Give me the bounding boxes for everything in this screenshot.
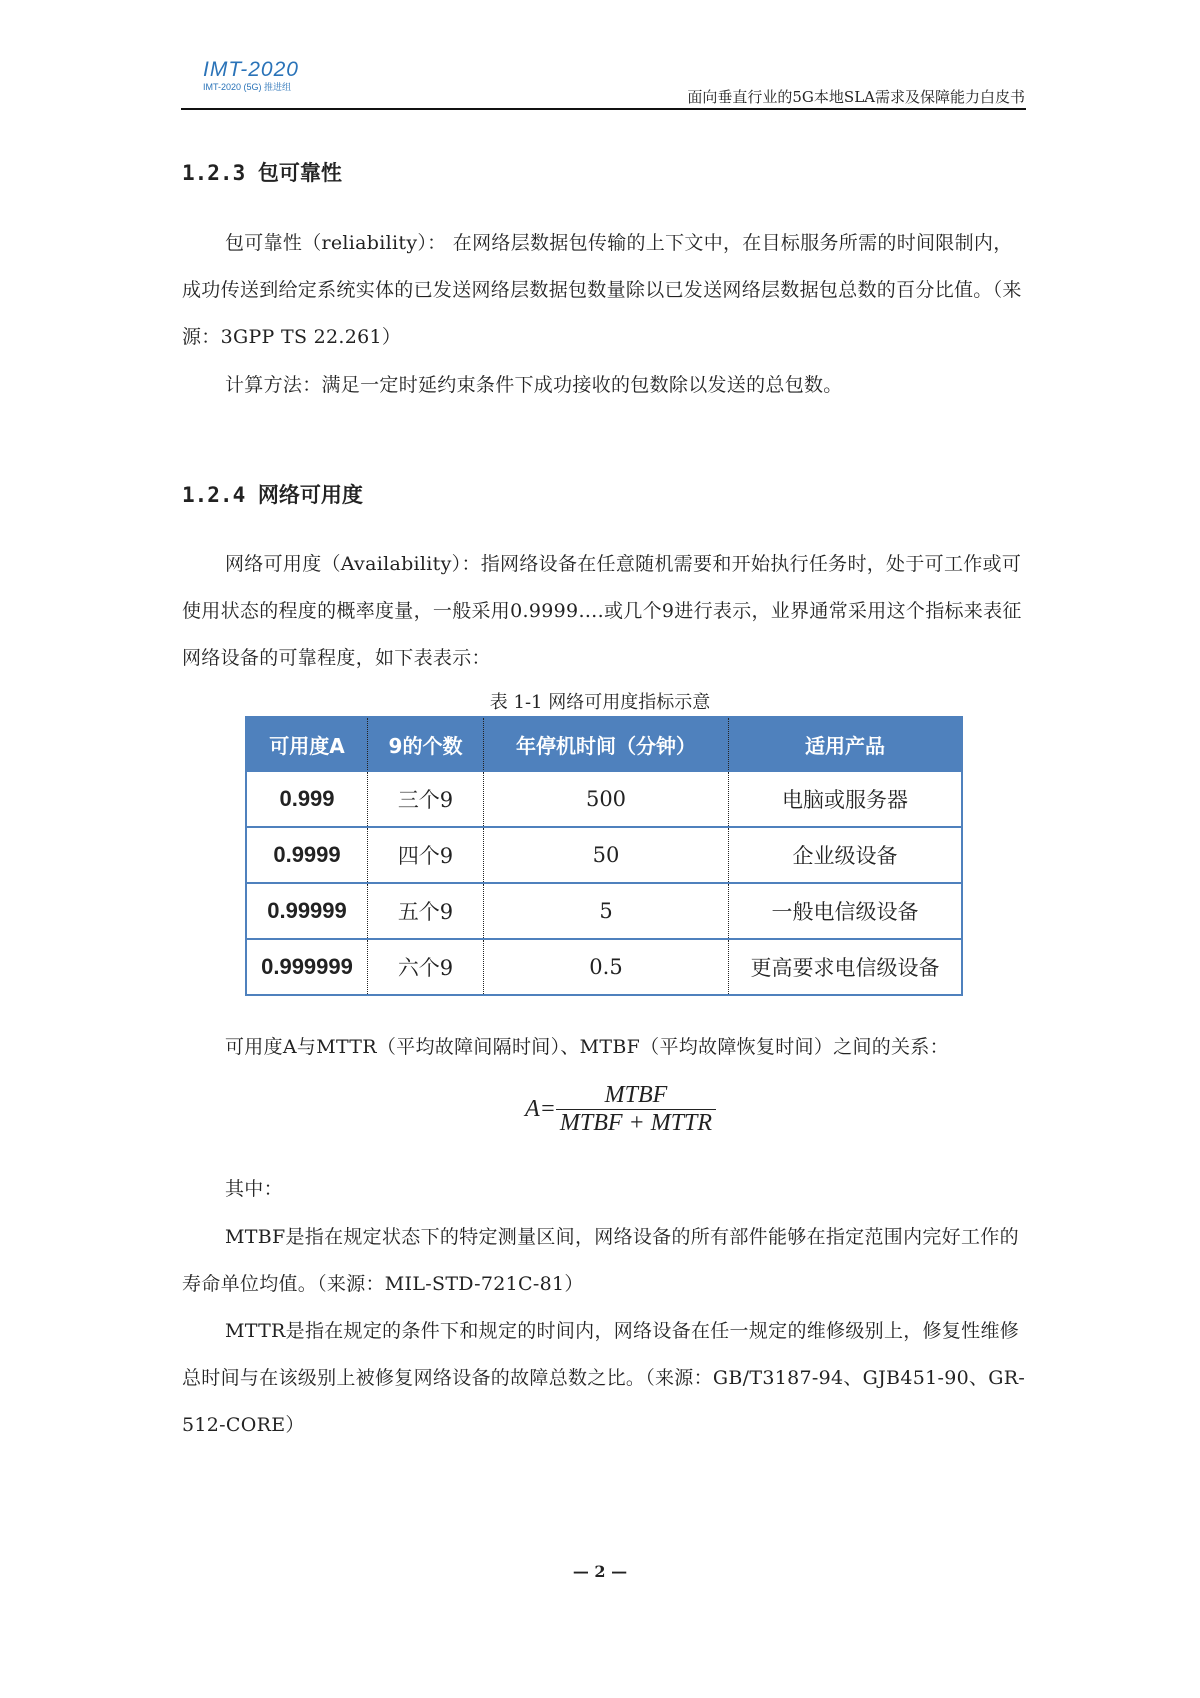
table-cell: 500 <box>484 771 729 827</box>
table-row <box>246 771 962 827</box>
formula-fraction <box>560 1082 712 1137</box>
table-cell: 更高要求电信级设备 <box>729 939 963 995</box>
section-heading-1-2-4: 1.2.4 网络可用度 <box>182 483 363 507</box>
availability-table <box>245 716 963 996</box>
column-header: 年停机时间（分钟） <box>484 717 729 771</box>
paragraph: 包可靠性（reliability）： 在网络层数据包传输的上下文中，在目标服务所需的时间限制内，成功传送到给定系统实体的已发送网络层数据包数量除以已发送网络层数据包总数的百分比值。（来源：3GPP TS 22.261） <box>182 232 1022 348</box>
table-cell: 0.5 <box>484 939 729 995</box>
section-heading-1-2-3: 1.2.3 包可靠性 <box>182 161 342 185</box>
column-header: 适用产品 <box>729 717 963 771</box>
paragraph: MTBF是指在规定状态下的特定测量区间，网络设备的所有部件能够在指定范围内完好工作的寿命单位均值。（来源：MIL-STD-721C-81） <box>182 1226 1019 1295</box>
table-cell: 五个9 <box>368 883 484 939</box>
formula-denominator: MTBF + MTTR <box>559 1110 713 1136</box>
paragraph: MTTR是指在规定的条件下和规定的时间内，网络设备在任一规定的维修级别上，修复性维修总时间与在该级别上被修复网络设备的故障总数之比。（来源：GB/T3187-94、GJB451-90、GR-512-CORE） <box>182 1320 1026 1436</box>
table-row <box>246 827 962 883</box>
availability-formula <box>525 1082 712 1137</box>
paragraph: 可用度A与MTTR（平均故障间隔时间）、MTBF（平均故障恢复时间）之间的关系： <box>225 1036 949 1058</box>
table-cell: 六个9 <box>368 939 484 995</box>
logo-subtitle: IMT-2020 (5G) 推进组 <box>203 82 292 92</box>
table-cell: 0.99999 <box>246 883 368 939</box>
table-cell: 电脑或服务器 <box>729 771 963 827</box>
table-cell: 三个9 <box>368 771 484 827</box>
header-divider <box>181 108 1026 110</box>
paragraph: 网络可用度（Availability）：指网络设备在任意随机需要和开始执行任务时，处于可工作或可使用状态的程度的概率度量，一般采用0.9999….或几个9进行表示，业界通常采用这个指标来表征网络设备的可靠程度，如下表表示： <box>182 553 1022 669</box>
column-header: 9的个数 <box>368 717 484 771</box>
logo <box>203 58 323 93</box>
table-header-row <box>246 717 962 771</box>
table-cell: 一般电信级设备 <box>729 883 963 939</box>
table-cell: 50 <box>484 827 729 883</box>
table-row <box>246 939 962 995</box>
table-cell: 0.999 <box>246 771 368 827</box>
paragraph: 计算方法：满足一定时延约束条件下成功接收的包数除以发送的总包数。 <box>225 374 843 396</box>
table-cell: 四个9 <box>368 827 484 883</box>
table-caption: 表 1-1 网络可用度指标示意 <box>489 692 711 713</box>
paragraph: 其中： <box>225 1178 283 1200</box>
table-cell: 0.9999 <box>246 827 368 883</box>
column-header: 可用度A <box>246 717 368 771</box>
page-number: — 2 — <box>572 1562 628 1581</box>
table-cell: 5 <box>484 883 729 939</box>
formula-lhs: A= <box>525 1096 556 1122</box>
header-title: 面向垂直行业的5G本地SLA需求及保障能力白皮书 <box>687 88 1025 106</box>
formula-numerator: MTBF <box>556 1082 716 1110</box>
table-cell: 企业级设备 <box>729 827 963 883</box>
logo-text: IMT-2020 <box>203 58 299 81</box>
table-cell: 0.999999 <box>246 939 368 995</box>
table-row <box>246 883 962 939</box>
